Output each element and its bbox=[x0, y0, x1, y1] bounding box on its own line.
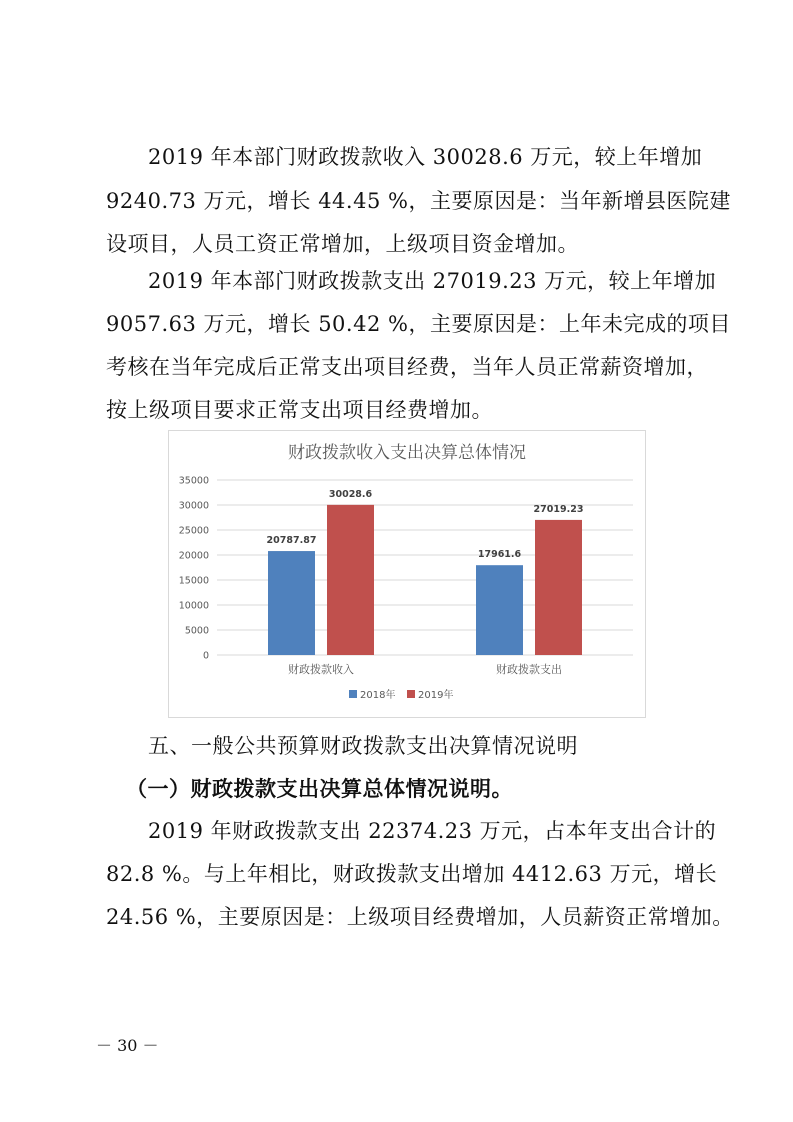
legend-swatch-2019年 bbox=[407, 690, 415, 698]
paragraph-3-line-3: 24.56 %，主要原因是：上级项目经费增加，人员薪资正常增加。 bbox=[106, 905, 734, 929]
bar-2019年-财政拨款支出 bbox=[535, 520, 582, 655]
y-tick-label-2: 10000 bbox=[178, 600, 209, 612]
bar-chart bbox=[168, 430, 646, 718]
x-tick-label-0: 财政拨款收入 bbox=[288, 663, 354, 676]
chart-svg bbox=[169, 431, 645, 717]
page-number: － 30 － bbox=[96, 1036, 159, 1055]
paragraph-2-line-4: 按上级项目要求正常支出项目经费增加。 bbox=[106, 398, 493, 422]
data-label-2018年-财政拨款支出: 17961.6 bbox=[477, 549, 522, 561]
paragraph-3-line-1: 2019 年财政拨款支出 22374.23 万元，占本年支出合计的 bbox=[148, 819, 717, 843]
paragraph-1-line-3: 设项目，人员工资正常增加，上级项目资金增加。 bbox=[106, 232, 579, 256]
data-label-2018年-财政拨款收入: 20787.87 bbox=[266, 535, 317, 547]
bar-2019年-财政拨款收入 bbox=[327, 505, 374, 655]
y-tick-label-7: 35000 bbox=[178, 475, 209, 487]
y-tick-label-5: 25000 bbox=[178, 525, 209, 537]
y-tick-label-1: 5000 bbox=[184, 625, 209, 637]
bar-2018年-财政拨款支出 bbox=[476, 565, 523, 655]
legend-label-2019年: 2019年 bbox=[418, 690, 454, 701]
paragraph-2-line-3: 考核在当年完成后正常支出项目经费，当年人员正常薪资增加， bbox=[106, 355, 708, 379]
bar-2018年-财政拨款收入 bbox=[268, 551, 315, 655]
y-tick-label-0: 0 bbox=[202, 650, 209, 662]
y-tick-label-3: 15000 bbox=[178, 575, 209, 587]
paragraph-2-line-1: 2019 年本部门财政拨款支出 27019.23 万元，较上年增加 bbox=[148, 269, 717, 293]
legend-swatch-2018年 bbox=[349, 690, 357, 698]
x-tick-label-1: 财政拨款支出 bbox=[496, 663, 562, 676]
data-label-2019年-财政拨款收入: 30028.6 bbox=[328, 488, 373, 500]
y-tick-label-4: 20000 bbox=[178, 550, 209, 562]
legend-label-2018年: 2018年 bbox=[360, 690, 396, 701]
paragraph-1-line-1: 2019 年本部门财政拨款收入 30028.6 万元，较上年增加 bbox=[148, 145, 703, 169]
sub-heading: （一）财政拨款支出决算总体情况说明。 bbox=[126, 777, 513, 801]
paragraph-1-line-2: 9240.73 万元，增长 44.45 %，主要原因是：当年新增县医院建 bbox=[106, 189, 731, 213]
paragraph-2-line-2: 9057.63 万元，增长 50.42 %，主要原因是：上年未完成的项目 bbox=[106, 312, 731, 336]
y-tick-label-6: 30000 bbox=[178, 500, 209, 512]
paragraph-3-line-2: 82.8 %。与上年相比，财政拨款支出增加 4412.63 万元，增长 bbox=[106, 862, 718, 886]
chart-title: 财政拨款收入支出决算总体情况 bbox=[288, 443, 526, 463]
section-heading: 五、一般公共预算财政拨款支出决算情况说明 bbox=[148, 734, 578, 758]
data-label-2019年-财政拨款支出: 27019.23 bbox=[533, 503, 584, 515]
